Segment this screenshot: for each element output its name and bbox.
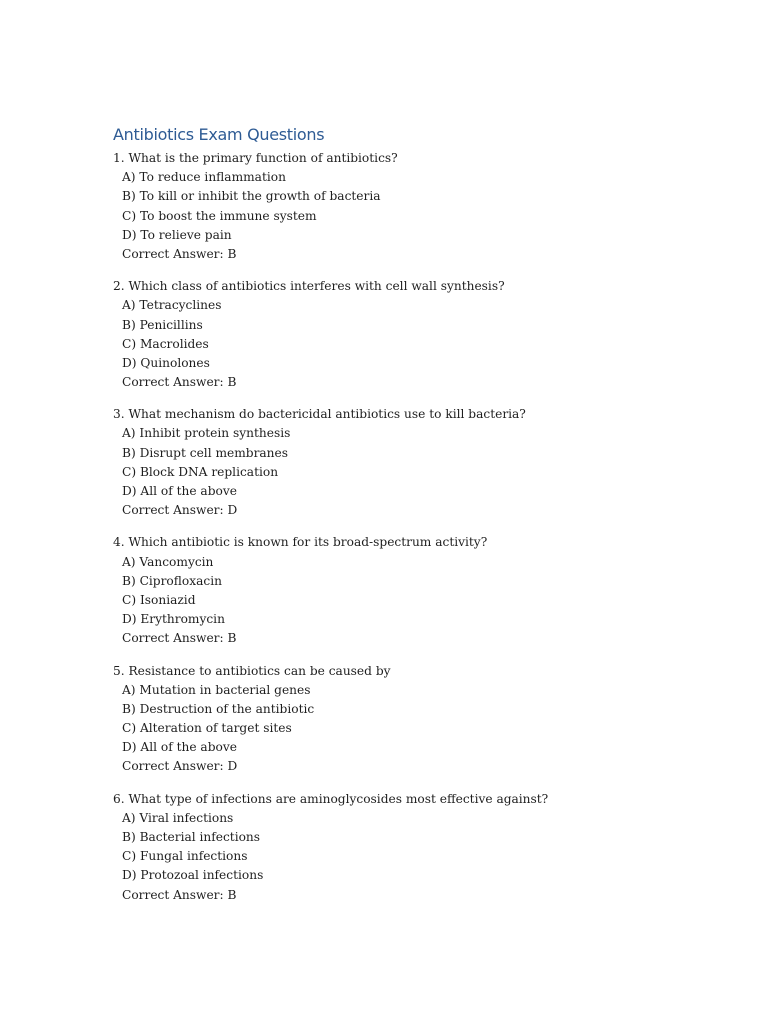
- answer-option: B) Ciprofloxacin: [122, 573, 222, 588]
- document-title: Antibiotics Exam Questions: [113, 125, 325, 144]
- correct-answer: Correct Answer: B: [122, 375, 237, 390]
- answer-option: B) Destruction of the antibiotic: [122, 701, 315, 716]
- answer-option: B) Disrupt cell membranes: [122, 445, 289, 460]
- answer-option: D) To relieve pain: [122, 227, 232, 242]
- answer-option: A) Mutation in bacterial genes: [122, 682, 311, 697]
- answer-option: A) Viral infections: [122, 810, 234, 825]
- answer-option: C) Fungal infections: [122, 849, 248, 864]
- question-item: [113, 662, 733, 777]
- correct-answer: Correct Answer: B: [122, 887, 237, 902]
- answer-option: C) Block DNA replication: [122, 464, 279, 479]
- question-item: [113, 277, 733, 392]
- question-prompt: 3. What mechanism do bactericidal antibiotics use to kill bacteria?: [113, 407, 526, 422]
- answer-option: A) To reduce inflammation: [122, 170, 286, 185]
- answer-option: B) Bacterial infections: [122, 830, 261, 844]
- question-prompt: 6. What type of infections are aminoglycosides most effective against?: [113, 791, 549, 806]
- question-prompt: 5. Resistance to antibiotics can be caused by: [113, 663, 391, 678]
- correct-answer: Correct Answer: D: [122, 759, 238, 774]
- answer-option: C) Macrolides: [122, 336, 209, 351]
- answer-option: D) Erythromycin: [122, 612, 225, 627]
- question-list: [113, 149, 733, 918]
- answer-option: C) Alteration of target sites: [122, 721, 292, 736]
- correct-answer: Correct Answer: B: [122, 631, 237, 646]
- correct-answer: Correct Answer: D: [122, 503, 238, 518]
- answer-option: D) All of the above: [122, 484, 237, 498]
- answer-option: A) Inhibit protein synthesis: [122, 426, 291, 441]
- answer-option: B) Penicillins: [122, 317, 203, 332]
- answer-option: D) Quinolones: [122, 355, 210, 370]
- answer-option: D) Protozoal infections: [122, 868, 264, 883]
- answer-option: C) To boost the immune system: [122, 208, 317, 223]
- question-item: [113, 149, 733, 264]
- question-item: [113, 405, 733, 520]
- question-prompt: 2. Which class of antibiotics interferes with cell wall synthesis?: [113, 279, 505, 294]
- answer-option: A) Vancomycin: [122, 554, 214, 569]
- answer-option: B) To kill or inhibit the growth of bacteria: [122, 189, 381, 204]
- question-item: [113, 790, 733, 905]
- question-item: [113, 533, 733, 648]
- answer-option: A) Tetracyclines: [122, 298, 222, 313]
- correct-answer: Correct Answer: B: [122, 246, 237, 261]
- answer-option: D) All of the above: [122, 740, 237, 755]
- question-prompt: 1. What is the primary function of antibiotics?: [113, 151, 398, 165]
- answer-option: C) Isoniazid: [122, 592, 196, 607]
- question-prompt: 4. Which antibiotic is known for its broad-spectrum activity?: [113, 535, 488, 550]
